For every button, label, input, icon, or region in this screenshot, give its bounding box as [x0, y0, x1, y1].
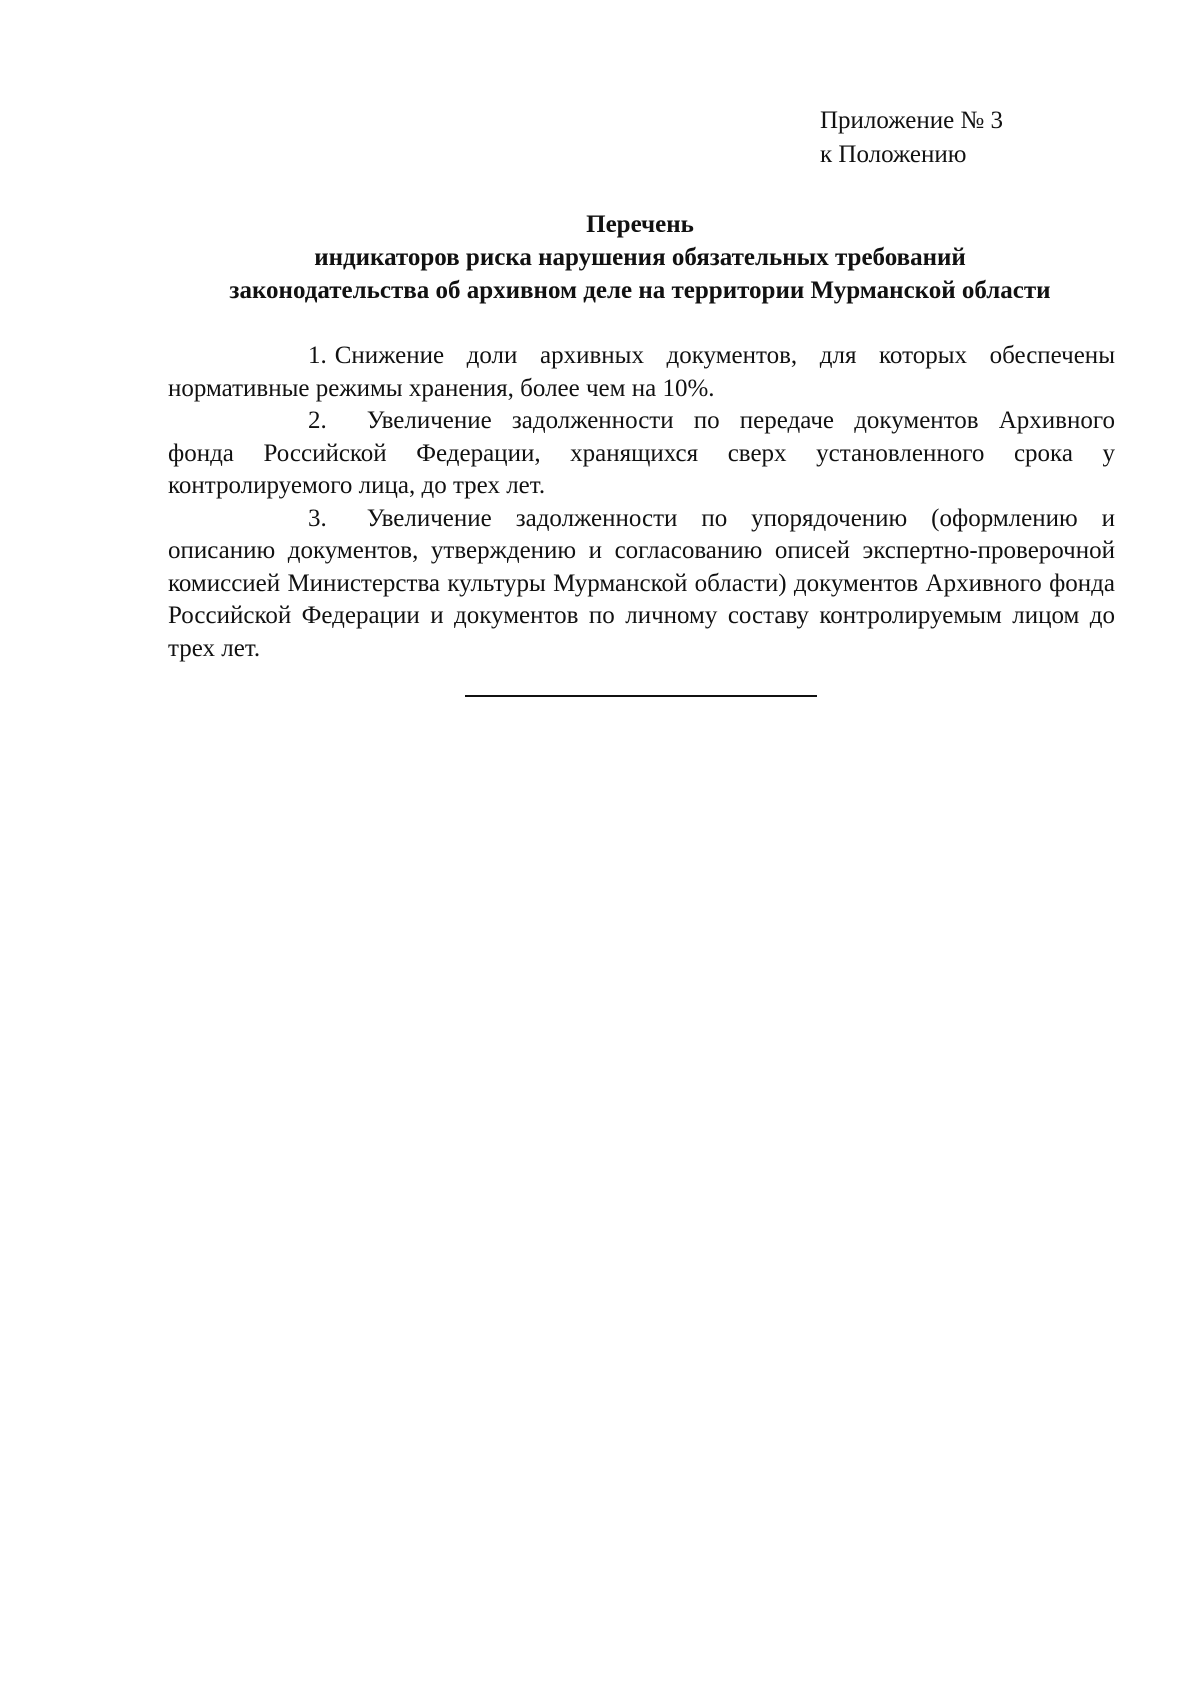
appendix-number: Приложение № 3: [820, 107, 1004, 134]
appendix-regulation: к Положению: [820, 141, 967, 168]
title-line-2: индикаторов риска нарушения обязательных требований: [314, 244, 966, 271]
closing-separator-line: [465, 695, 817, 697]
item-text: Снижение доли архивных документов, для которых обеспечены нормативные режимы хранения, более чем на 10%.: [168, 342, 1115, 402]
list-item: [168, 503, 1115, 666]
item-text: Увеличение задолженности по упорядочению (оформлению и описанию документов, утверждению и согласованию описей экспертно-проверочной комиссией Министерства культуры Мурманской области) документов Архивного фонда Российской Федерации и документов по личному составу контролируемым лицом до трех лет.: [168, 504, 1115, 662]
item-number: 1.: [308, 342, 327, 369]
item-text: Увеличение задолженности по передаче документов Архивного фонда Российской Федерации, хранящихся сверх установленного срока у контролируемого лица, до трех лет.: [168, 407, 1115, 499]
item-number: 2.: [308, 407, 327, 434]
list-item: [168, 340, 1115, 405]
list-item: [168, 405, 1115, 503]
item-number: 3.: [308, 504, 327, 532]
document-title: [150, 208, 1130, 307]
title-line-1: Перечень: [586, 211, 694, 238]
indicator-list: [168, 340, 1115, 665]
appendix-reference: [820, 104, 1003, 172]
title-line-3: законодательства об архивном деле на территории Мурманской области: [229, 277, 1051, 304]
